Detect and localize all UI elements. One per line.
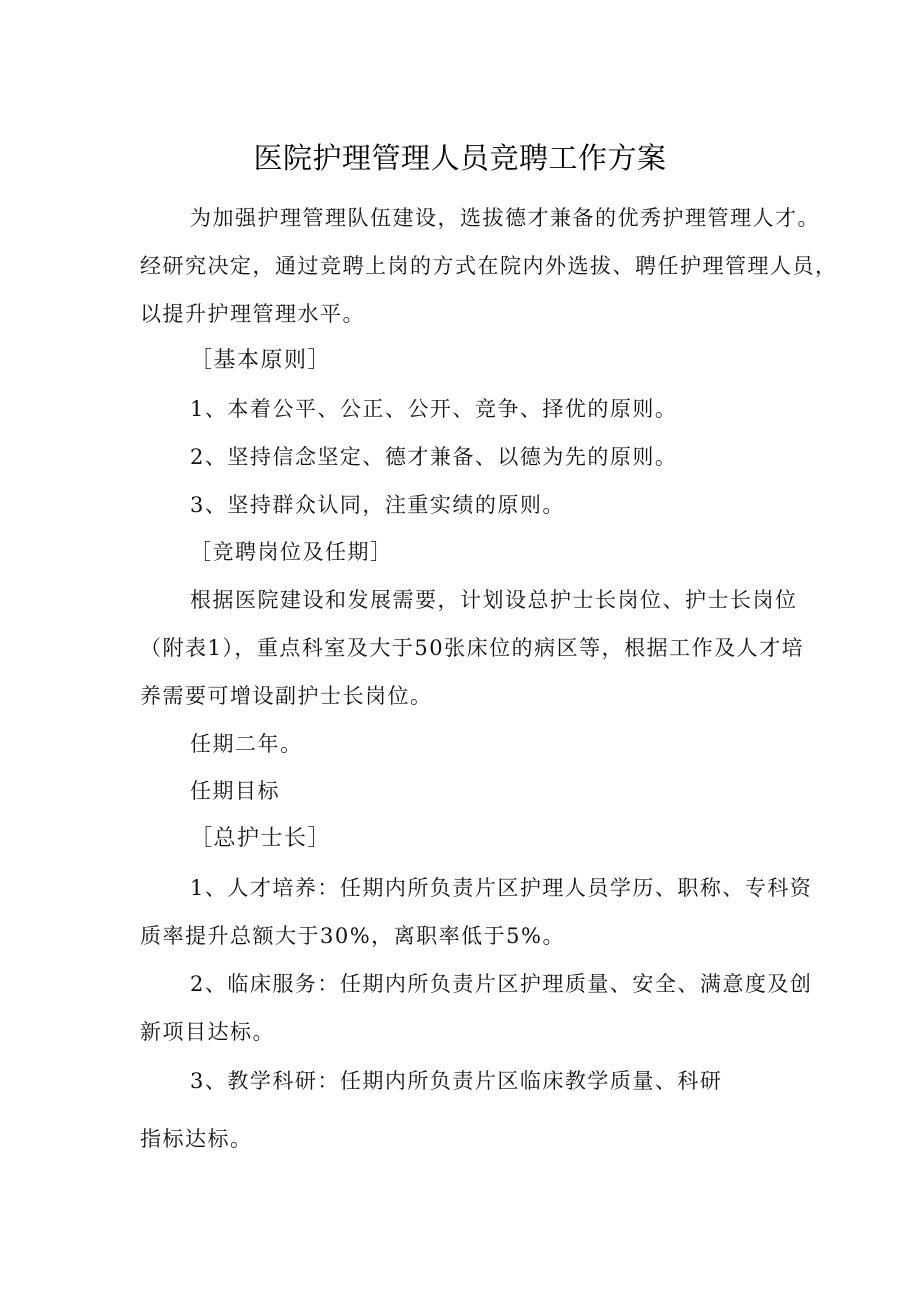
positions-line-1: 根据医院建设和发展需要，计划设总护士长岗位、护士长岗位 [190,588,798,612]
positions-line-2: （附表1），重点科室及大于50张床位的病区等，根据工作及人才培 [140,636,805,660]
positions-heading: ［竞聘岗位及任期］ [190,540,393,564]
head-nurse-item2-line-1: 2、临床服务：任期内所负责片区护理质量、安全、满意度及创 [190,972,813,996]
principles-heading: ［基本原则］ [190,348,332,373]
head-nurse-heading: ［总护士长］ [190,826,332,851]
principle-item-3: 3、坚持群众认同，注重实绩的原则。 [190,493,565,517]
head-nurse-item2-line-2: 新项目达标。 [140,1020,275,1044]
term-goals-label: 任期目标 [190,779,280,803]
head-nurse-item1-line-2: 质率提升总额大于30%，离职率低于5%。 [140,924,565,948]
principle-item-1: 1、本着公平、公正、公开、竞争、择优的原则。 [190,397,678,421]
term-text: 任期二年。 [190,732,303,756]
head-nurse-item3-line-2: 指标达标。 [140,1127,253,1151]
intro-line-1: 为加强护理管理队伍建设，选拔德才兼备的优秀护理管理人才。 [190,206,820,230]
intro-line-2: 经研究决定，通过竞聘上岗的方式在院内外选拔、聘任护理管理人员， [140,254,838,278]
principle-item-2: 2、坚持信念坚定、德才兼备、以德为先的原则。 [190,445,678,469]
intro-line-3: 以提升护理管理水平。 [140,302,365,326]
head-nurse-item3-line-1: 3、教学科研：任期内所负责片区临床教学质量、科研 [190,1069,723,1093]
positions-line-3: 养需要可增设副护士长岗位。 [140,684,433,708]
document-title: 医院护理管理人员竞聘工作方案 [253,141,667,175]
head-nurse-item1-line-1: 1、人才培养：任期内所负责片区护理人员学历、职称、专科资 [190,876,813,900]
